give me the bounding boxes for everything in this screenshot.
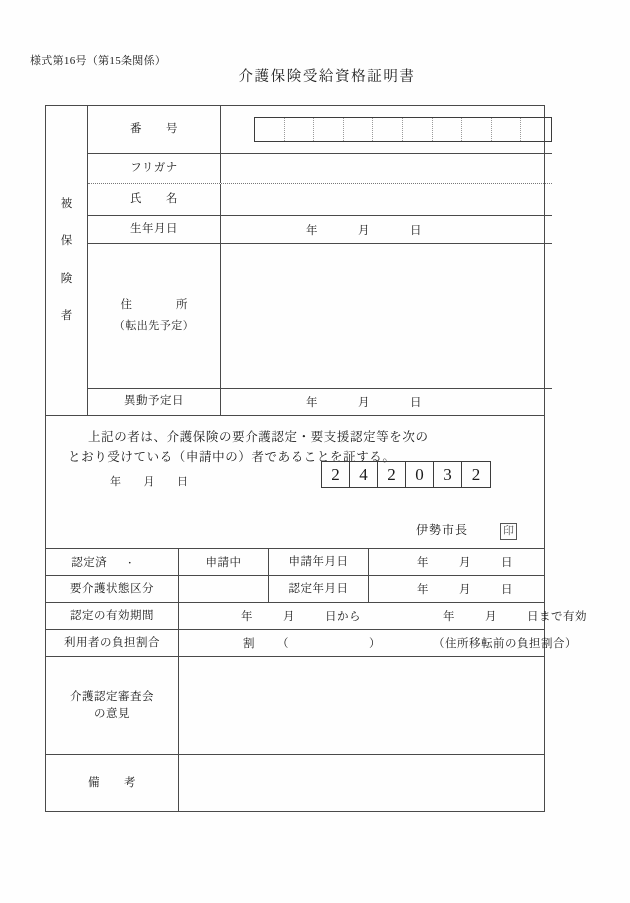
apply-day-mark: 日: [501, 557, 513, 569]
certification-date-field[interactable]: [110, 473, 189, 489]
validity-to-month-mark: 月: [485, 611, 497, 623]
birthdate-ymd: [306, 222, 422, 238]
certify-date-label: 認定年月日: [269, 576, 369, 602]
statement-line-1: 上記の者は、介護保険の要介護認定・要支援認定等を次の: [88, 430, 429, 444]
vertical-char-2: 保: [60, 235, 73, 247]
certification-statement-section: [46, 416, 544, 549]
number-cell[interactable]: [314, 118, 344, 141]
number-cell[interactable]: [462, 118, 492, 141]
validity-to-day-mark: 日まで有効: [527, 611, 587, 623]
insured-rows: [88, 106, 552, 415]
number-cell[interactable]: [373, 118, 403, 141]
validity-period-label: 認定の有効期間: [46, 603, 179, 629]
certificate-digit[interactable]: 2: [471, 464, 481, 484]
birthdate-label: 生年月日: [88, 216, 221, 243]
certified-status-cell[interactable]: [46, 549, 179, 575]
burden-ratio-row: [46, 630, 577, 657]
remarks-label: 備 考: [46, 755, 179, 811]
number-cell[interactable]: [492, 118, 522, 141]
address-label: [88, 244, 221, 388]
insurance-number-boxes[interactable]: [254, 117, 552, 142]
number-cell[interactable]: [521, 118, 551, 141]
number-cell[interactable]: [285, 118, 315, 141]
issuer-name: 伊勢市長: [415, 523, 468, 537]
form-code-label: 様式第16号（第15条関係）: [30, 55, 167, 67]
name-field[interactable]: [221, 184, 552, 215]
move-date-label: 異動予定日: [88, 389, 221, 415]
status-row: [46, 549, 544, 576]
remarks-row: [46, 755, 544, 811]
validity-from-day-mark: 日から: [325, 611, 361, 623]
apply-date-field[interactable]: [369, 549, 544, 575]
cert-year-mark: 年: [110, 476, 122, 488]
vertical-char-4: 者: [60, 310, 73, 322]
birthdate-field[interactable]: [221, 216, 552, 243]
burden-paren-close: ）: [369, 638, 381, 650]
certify-year-mark: 年: [417, 584, 429, 596]
furigana-label: フリガナ: [88, 154, 221, 183]
birth-day-mark: 日: [410, 224, 422, 237]
committee-opinion-label-line2: の意見: [94, 707, 130, 720]
validity-from-year-mark: 年: [241, 611, 253, 623]
birth-month-mark: 月: [358, 224, 370, 237]
applying-status-cell[interactable]: [179, 549, 269, 575]
apply-year-mark: 年: [417, 557, 429, 569]
certificate-digit[interactable]: 3: [434, 462, 462, 487]
seal-stamp-icon: 印: [500, 523, 517, 540]
move-date-field[interactable]: [221, 389, 552, 415]
certificate-digit[interactable]: 2: [322, 462, 350, 487]
burden-ratio-field[interactable]: [179, 630, 577, 656]
committee-opinion-label-line1: 介護認定審査会: [70, 691, 154, 704]
certificate-form: [45, 105, 587, 812]
name-label: 氏 名: [88, 184, 221, 215]
certificate-digit[interactable]: 0: [406, 462, 434, 487]
validity-period-row: [46, 603, 587, 630]
validity-period-field[interactable]: [179, 603, 587, 629]
certificate-digit[interactable]: 4: [350, 462, 378, 487]
number-cell[interactable]: [255, 118, 285, 141]
burden-ratio-unit: 割: [243, 638, 255, 650]
vertical-char-1: 被: [60, 197, 73, 210]
validity-to-year-mark: 年: [443, 611, 455, 623]
furigana-field[interactable]: [221, 154, 552, 183]
committee-opinion-label: [46, 657, 179, 754]
burden-ratio-label: 利用者の負担割合: [46, 630, 179, 656]
insured-number-row: [88, 106, 552, 154]
move-month-mark: 月: [358, 397, 370, 409]
address-label-line1: 住 所: [120, 299, 195, 312]
care-level-field[interactable]: [179, 576, 269, 602]
status-separator: ・: [125, 557, 135, 568]
name-row: [88, 184, 552, 216]
furigana-row: [88, 154, 552, 184]
certify-date-field[interactable]: [369, 576, 544, 602]
certify-month-mark: 月: [459, 584, 471, 596]
number-cell[interactable]: [344, 118, 374, 141]
care-level-row: [46, 576, 544, 603]
address-label-line2: （転出先予定）: [113, 319, 195, 332]
insured-person-section: [46, 106, 544, 416]
cert-day-mark: 日: [177, 476, 189, 488]
certificate-digit[interactable]: 2: [378, 462, 406, 487]
birth-year-mark: 年: [306, 224, 318, 237]
apply-date-label: 申請年月日: [269, 549, 369, 575]
statement-line-2: とおり受けている（申請中の）者であることを証する。: [68, 450, 396, 465]
number-cell[interactable]: [433, 118, 463, 141]
document-title: 介護保険受給資格証明書: [238, 69, 416, 85]
apply-month-mark: 月: [459, 557, 471, 569]
apply-date-ymd: [417, 554, 513, 570]
burden-paren-open: （: [277, 638, 289, 650]
certified-label: 認定済: [71, 557, 108, 569]
care-level-label: 要介護状態区分: [46, 576, 179, 602]
vertical-char-3: 険: [60, 272, 73, 285]
move-date-row: [88, 389, 552, 415]
validity-from: [241, 608, 361, 624]
validity-to: [443, 608, 587, 624]
address-row: [88, 244, 552, 389]
certificate-number-boxes[interactable]: [321, 461, 491, 488]
number-cell[interactable]: [403, 118, 433, 141]
move-day-mark: 日: [410, 397, 422, 409]
burden-ratio-note: （住所移転前の負担割合）: [433, 638, 577, 650]
applying-label: 申請中: [205, 557, 242, 569]
insured-person-vertical-label: [46, 106, 88, 415]
insured-number-label: 番 号: [88, 106, 221, 153]
birthdate-row: [88, 216, 552, 244]
insured-number-value: [221, 106, 552, 153]
address-field[interactable]: [221, 244, 552, 388]
cert-month-mark: 月: [143, 476, 155, 488]
committee-opinion-field[interactable]: [179, 657, 544, 754]
move-date-ymd: [306, 394, 422, 410]
committee-opinion-row: [46, 657, 544, 755]
certify-date-ymd: [417, 581, 513, 597]
certify-day-mark: 日: [501, 584, 513, 596]
validity-from-month-mark: 月: [283, 611, 295, 623]
move-year-mark: 年: [306, 397, 318, 409]
remarks-field[interactable]: [179, 755, 544, 811]
